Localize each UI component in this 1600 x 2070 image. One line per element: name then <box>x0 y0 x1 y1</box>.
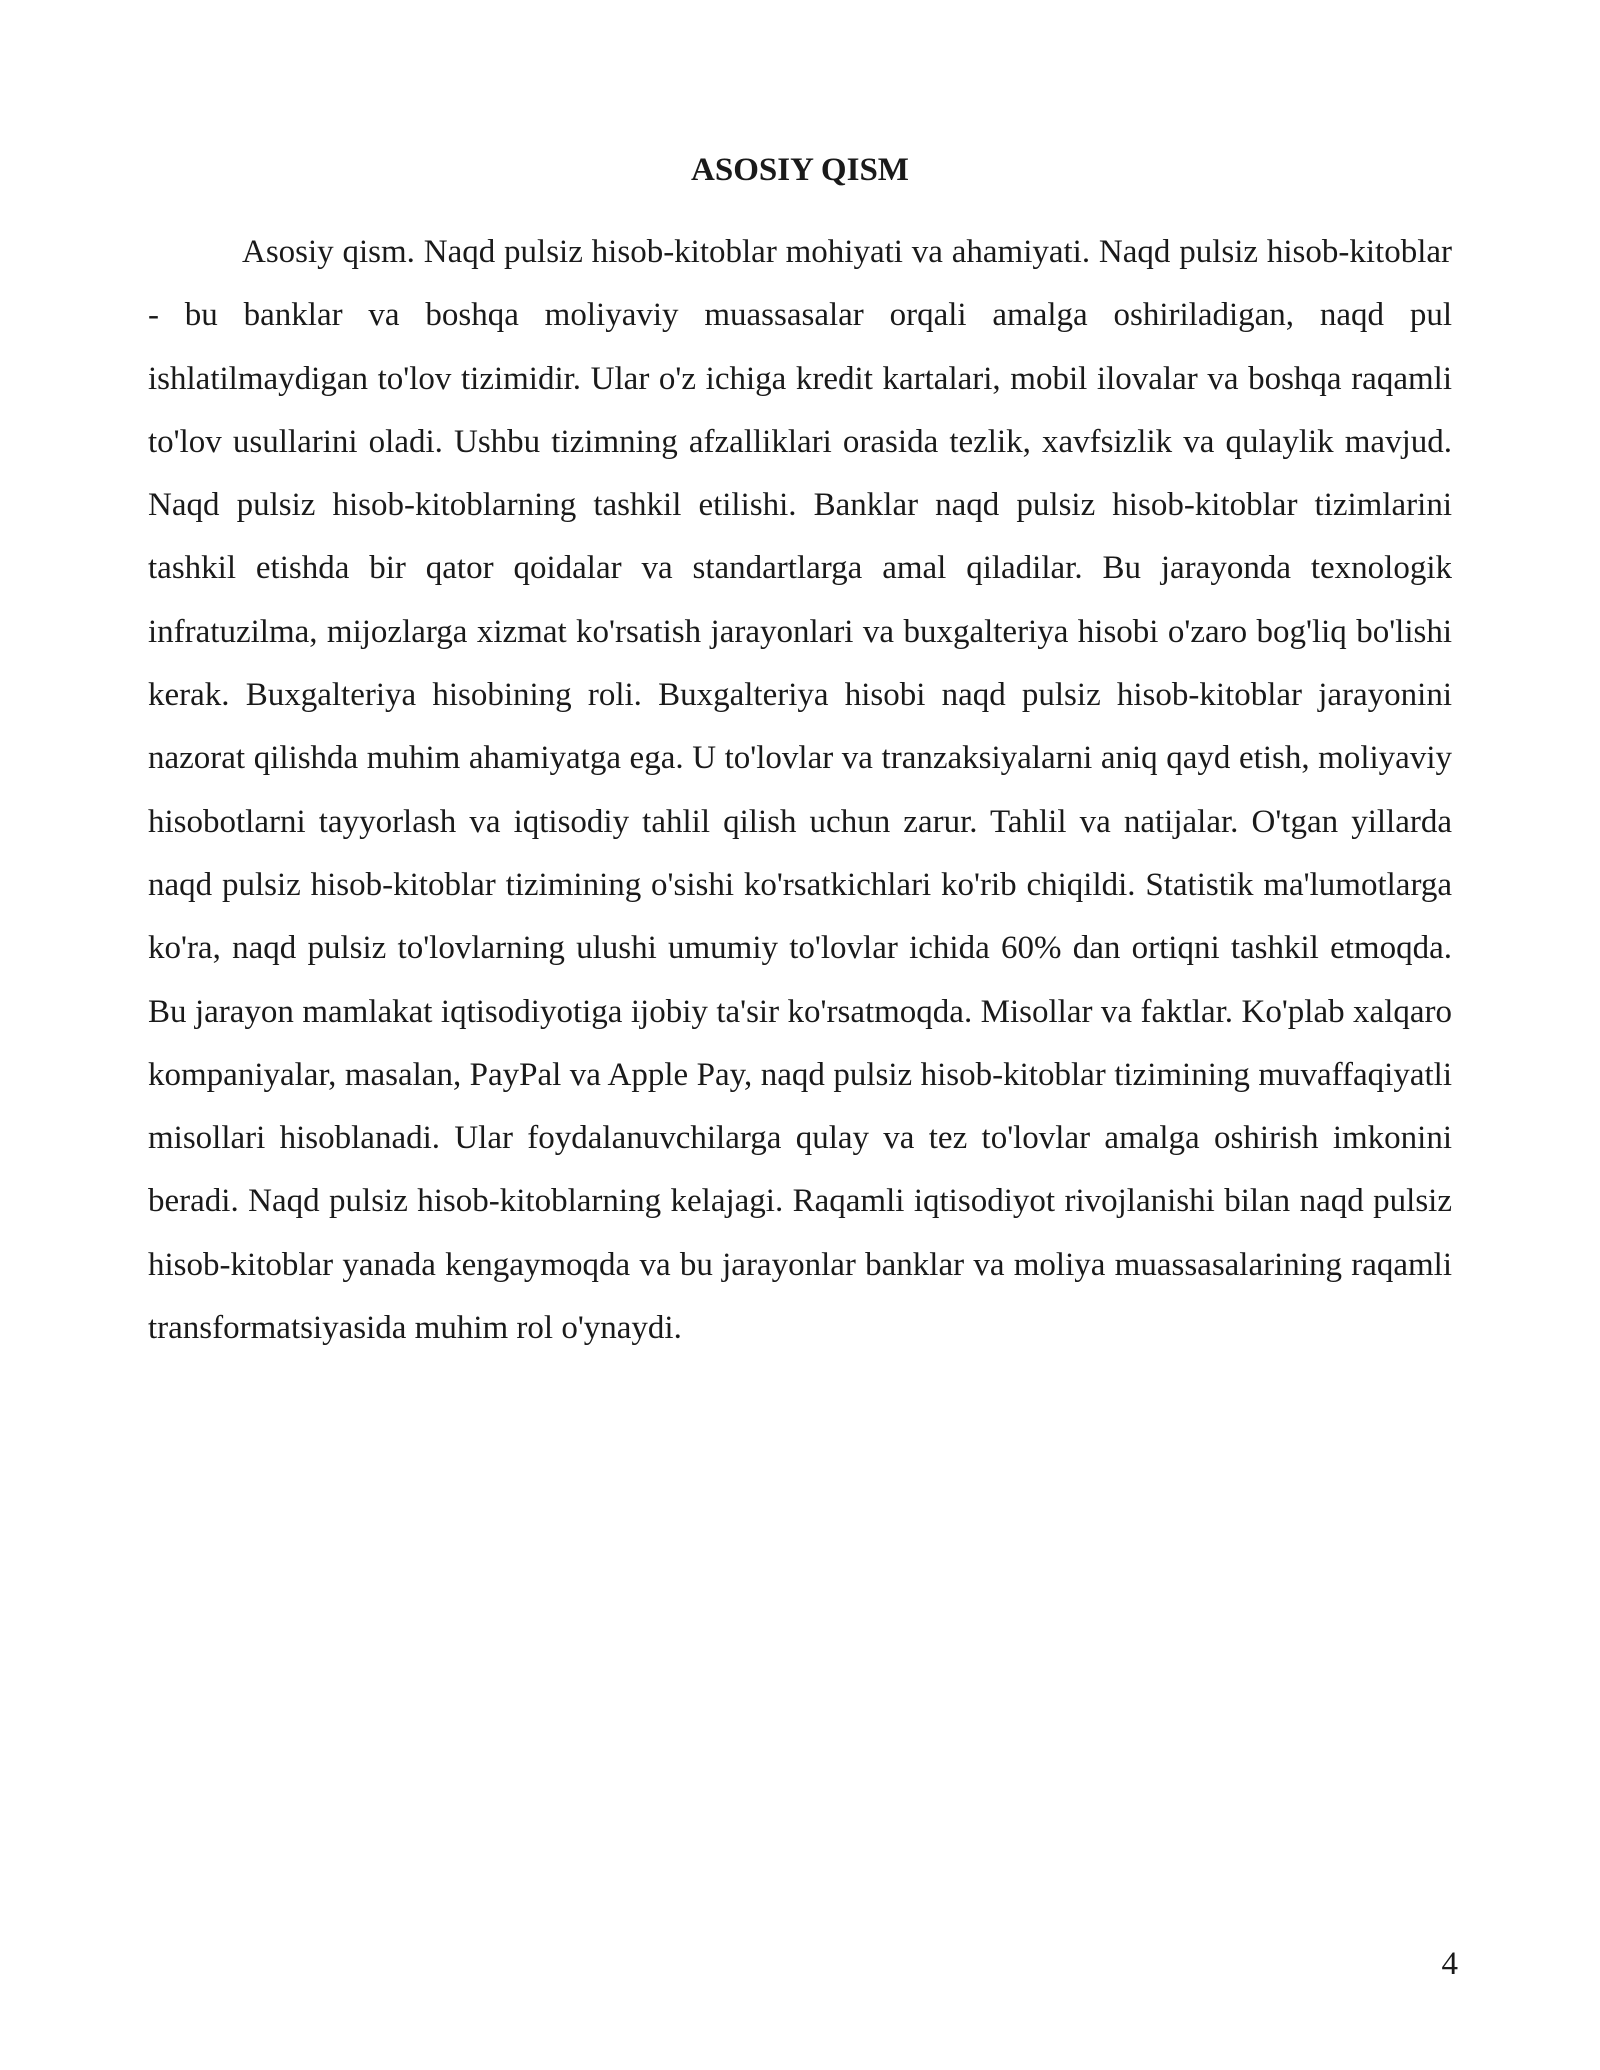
page-number: 4 <box>1441 1946 1458 1982</box>
section-title: ASOSIY QISM <box>691 152 909 188</box>
body-paragraph: Asosiy qism. Naqd pulsiz hisob-kitoblar mohiyati va ahamiyati. Naqd pulsiz hisob-kitoblar - bu banklar va boshqa moliyaviy muassasalar orqali amalga oshiriladigan, naqd pul ishlatilmaydigan to'lov tizimidir. Ular o'z ichiga kredit kartalari, mobil ilovalar va boshqa raqamli to'lov usullarini oladi. Ushbu tizimning afzalliklari orasida tezlik, xavfsizlik va qulaylik mavjud. Naqd pulsiz hisob-kitoblarning tashkil etilishi. Banklar naqd pulsiz hisob-kitoblar tizimlarini tashkil etishda bir qator qoidalar va standartlarga amal qiladilar. Bu jarayonda texnologik infratuzilma, mijozlarga xizmat ko'rsatish jarayonlari va buxgalteriya hisobi o'zaro bog'liq bo'lishi kerak. Buxgalteriya hisobining roli. Buxgalteriya hisobi naqd pulsiz hisob-kitoblar jarayonini nazorat qilishda muhim ahamiyatga ega. U to'lovlar va tranzaksiyalarni aniq qayd etish, moliyaviy hisobotlarni tayyorlash va iqtisodiy tahlil qilish uchun zarur. Tahlil va natijalar. O'tgan yillarda naqd pulsiz hisob-kitoblar tizimining o'sishi ko'rsatkichlari ko'rib chiqildi. Statistik ma'lumotlarga ko'ra, naqd pulsiz to'lovlarning ulushi umumiy to'lovlar ichida 60% dan ortiqni tashkil etmoqda. Bu jarayon mamlakat iqtisodiyotiga ijobiy ta'sir ko'rsatmoqda. Misollar va faktlar. Ko'plab xalqaro kompaniyalar, masalan, PayPal va Apple Pay, naqd pulsiz hisob-kitoblar tizimining muvaffaqiyatli misollari hisoblanadi. Ular foydalanuvchilarga qulay va tez to'lovlar amalga oshirish imkonini beradi. Naqd pulsiz hisob-kitoblarning kelajagi. Raqamli iqtisodiyot rivojlanishi bilan naqd pulsiz hisob-kitoblar yanada kengaymoqda va bu jarayonlar banklar va moliya muassasalarining raqamli transformatsiyasida muhim rol o'ynaydi. <box>148 234 1452 1347</box>
